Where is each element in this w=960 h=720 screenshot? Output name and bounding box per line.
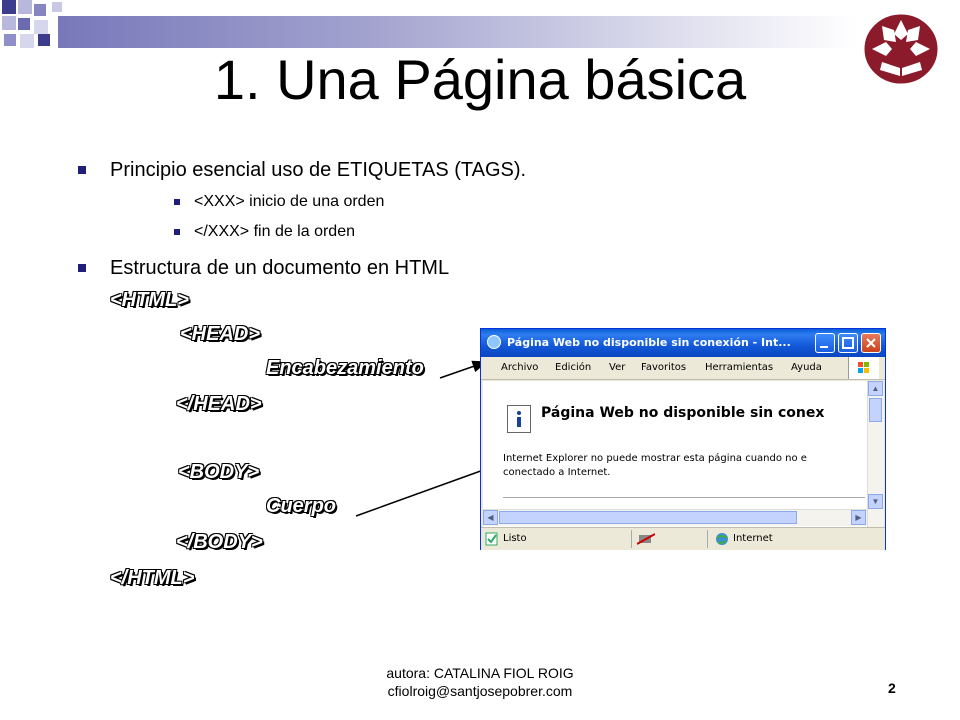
arrow-body-to-window bbox=[356, 464, 500, 516]
zone-text: Internet bbox=[733, 533, 773, 544]
menu-ayuda[interactable]: Ayuda bbox=[791, 362, 822, 373]
menu-herramientas[interactable]: Herramientas bbox=[705, 362, 774, 373]
browser-titlebar[interactable] bbox=[481, 329, 885, 357]
content-divider bbox=[503, 497, 865, 498]
code-body-close: </BODY> bbox=[176, 531, 263, 553]
info-icon bbox=[507, 405, 531, 433]
page-content bbox=[483, 381, 867, 527]
menu-bar bbox=[481, 357, 885, 380]
globe-icon bbox=[715, 532, 729, 546]
bullet-text: Principio esencial uso de ETIQUETAS (TAGS). bbox=[110, 159, 527, 181]
scroll-right-icon[interactable]: ▶ bbox=[851, 510, 866, 525]
status-divider bbox=[631, 530, 632, 548]
scroll-down-icon[interactable]: ▼ bbox=[868, 494, 883, 509]
sub-bullet-text: </XXX> fin de la orden bbox=[194, 223, 355, 240]
footer-author: autora: CATALINA FIOL ROIG bbox=[386, 665, 574, 681]
menu-archivo[interactable]: Archivo bbox=[501, 362, 539, 373]
browser-window bbox=[480, 328, 886, 550]
minimize-button[interactable] bbox=[815, 333, 835, 353]
status-bar bbox=[481, 527, 885, 550]
windows-logo-icon bbox=[848, 357, 879, 379]
status-divider bbox=[707, 530, 708, 548]
status-text: Listo bbox=[503, 533, 527, 544]
menu-favoritos[interactable]: Favoritos bbox=[641, 362, 687, 373]
footer bbox=[330, 664, 630, 700]
footer-email: cfiolroig@santjosepobrer.com bbox=[387, 683, 573, 699]
error-message-line2: conectado a Internet. bbox=[503, 467, 611, 478]
page-number: 2 bbox=[888, 680, 896, 696]
offline-icon bbox=[637, 532, 655, 546]
maximize-button[interactable] bbox=[838, 333, 858, 353]
ie-icon bbox=[487, 335, 501, 349]
scroll-thumb[interactable] bbox=[869, 398, 882, 422]
page-status-icon bbox=[485, 532, 499, 546]
close-button[interactable] bbox=[861, 333, 881, 353]
sub-bullet-text: <XXX> inicio de una orden bbox=[194, 193, 385, 210]
menu-ver[interactable]: Ver bbox=[609, 362, 626, 373]
h-scroll-thumb[interactable] bbox=[499, 511, 797, 524]
horizontal-scrollbar[interactable] bbox=[483, 509, 867, 526]
slide-title: 1. Una Página básica bbox=[213, 48, 747, 111]
scroll-left-icon[interactable]: ◀ bbox=[483, 510, 498, 525]
browser-title: Página Web no disponible sin conexión - Int... bbox=[507, 336, 791, 349]
vertical-scrollbar[interactable] bbox=[867, 381, 884, 527]
bullet-text: Estructura de un documento en HTML bbox=[110, 257, 450, 279]
menu-edicion[interactable]: Edición bbox=[555, 362, 592, 373]
code-body-open: <BODY> bbox=[178, 461, 260, 483]
error-message-line1: Internet Explorer no puede mostrar esta página cuando no e bbox=[503, 453, 807, 464]
code-body-content: Cuerpo bbox=[266, 495, 336, 517]
code-html-open: <HTML> bbox=[110, 289, 189, 311]
scroll-up-icon[interactable]: ▲ bbox=[868, 381, 883, 396]
code-head-open: <HEAD> bbox=[180, 323, 261, 345]
code-head-content: Encabezamiento bbox=[266, 357, 424, 379]
code-head-close: </HEAD> bbox=[176, 393, 262, 415]
code-html-close: </HTML> bbox=[110, 567, 195, 589]
error-heading: Página Web no disponible sin conex bbox=[541, 405, 825, 421]
